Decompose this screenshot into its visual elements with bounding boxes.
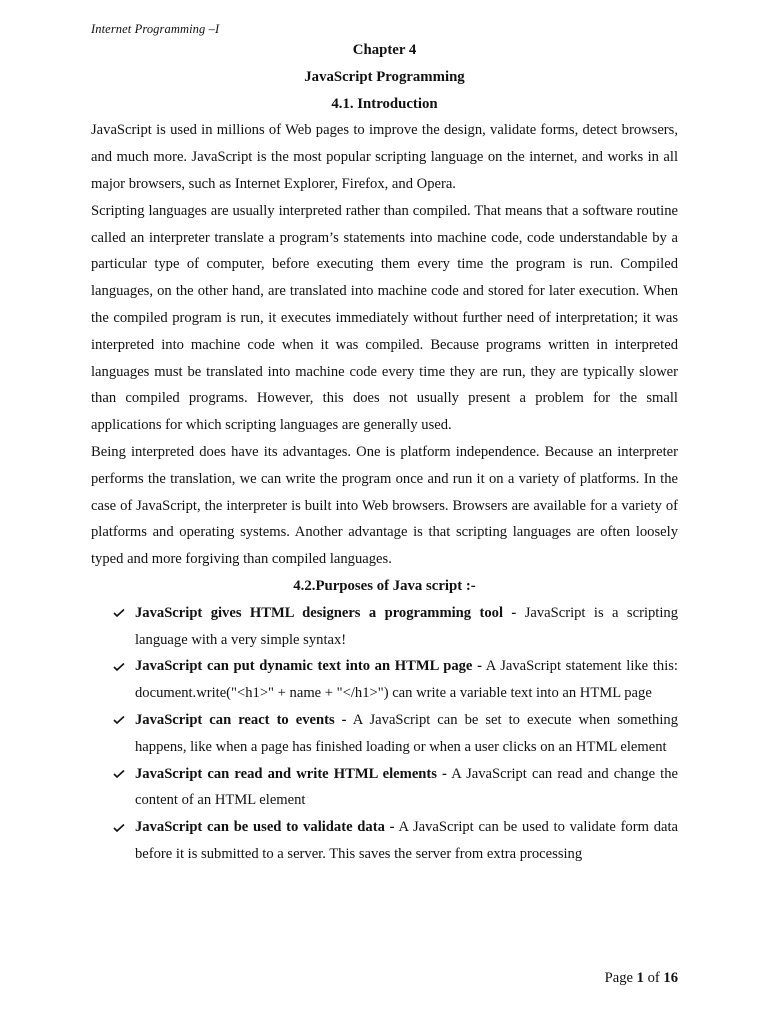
check-arrow-icon bbox=[112, 707, 126, 734]
chapter-title: JavaScript Programming bbox=[304, 68, 465, 85]
list-item bbox=[91, 707, 678, 761]
list-item-text: A JavaScript can be set to execute when something happens, like when a page has finished loading or when a user clicks on an HTML element bbox=[135, 711, 678, 755]
list-item bbox=[91, 653, 678, 707]
list-item-title: JavaScript can be used to validate data - bbox=[135, 819, 395, 836]
list-item-text: A JavaScript can read and change the content of an HTML element bbox=[135, 765, 678, 809]
running-header: Internet Programming –I bbox=[91, 22, 220, 36]
total-pages-number: 16 bbox=[663, 970, 678, 986]
check-arrow-icon bbox=[112, 653, 126, 680]
check-arrow-icon bbox=[112, 814, 126, 841]
list-item-title: JavaScript can put dynamic text into an HTML page - bbox=[135, 658, 482, 675]
check-arrow-icon bbox=[112, 600, 126, 627]
list-item-text: A JavaScript can be used to validate form data before it is submitted to a server. This saves the server from extra processing bbox=[135, 819, 679, 862]
check-arrow-icon bbox=[112, 761, 126, 788]
intro-paragraph: Being interpreted does have its advantages. One is platform independence. Because an interpreter performs the translation, we can write the program once and run it on a variety of platforms. In the case of JavaScript, the interpreter is built into Web browsers. Browsers are available for a variety of platforms and operating systems. Another advantage is that scripting languages are often loosely typed and more forgiving than compiled languages. bbox=[91, 443, 678, 568]
list-item-title: JavaScript can read and write HTML elements - bbox=[135, 765, 447, 782]
section-heading-purposes: 4.2.Purposes of Java script :- bbox=[293, 577, 476, 594]
list-item bbox=[91, 814, 678, 868]
purposes-list bbox=[91, 600, 678, 868]
page-number-footer bbox=[605, 970, 678, 987]
list-item-text: JavaScript is a scripting language with a very simple syntax! bbox=[135, 604, 678, 648]
section-heading-introduction: 4.1. Introduction bbox=[331, 95, 438, 112]
chapter-number: Chapter 4 bbox=[352, 42, 417, 58]
list-item bbox=[91, 600, 678, 654]
intro-paragraph: JavaScript is used in millions of Web pages to improve the design, validate forms, detect browsers, and much more. JavaScript is the most popular scripting language on the internet, and works in all major browsers, such as Internet Explorer, Firefox, and Opera. bbox=[91, 122, 678, 192]
list-item-title: JavaScript can react to events - bbox=[135, 711, 347, 728]
current-page-number: 1 bbox=[636, 970, 644, 986]
of-word: of bbox=[647, 970, 660, 986]
list-item bbox=[91, 761, 678, 815]
page-content bbox=[91, 37, 678, 868]
intro-paragraph: Scripting languages are usually interpreted rather than compiled. That means that a software routine called an interpreter translate a program’s statements into machine code, code understandable by a particular type of computer, before executing them every time the program is run. Compiled languages, on the other hand, are translated into machine code and stored for later execution. When the compiled program is run, it executes immediately without further need of interpretation; it was interpreted into machine code when it was compiled. Because programs written in interpreted languages must be translated into machine code every time they are run, they are typically slower than compiled programs. However, this does not usually present a problem for the small applications for which scripting languages are generally used. bbox=[91, 202, 678, 434]
list-item-text: A JavaScript statement like this: document.write("<h1>" + name + "</h1>") can write a variable text into an HTML page bbox=[135, 658, 678, 702]
page-word: Page bbox=[604, 970, 633, 986]
list-item-title: JavaScript gives HTML designers a programming tool - bbox=[135, 604, 517, 621]
